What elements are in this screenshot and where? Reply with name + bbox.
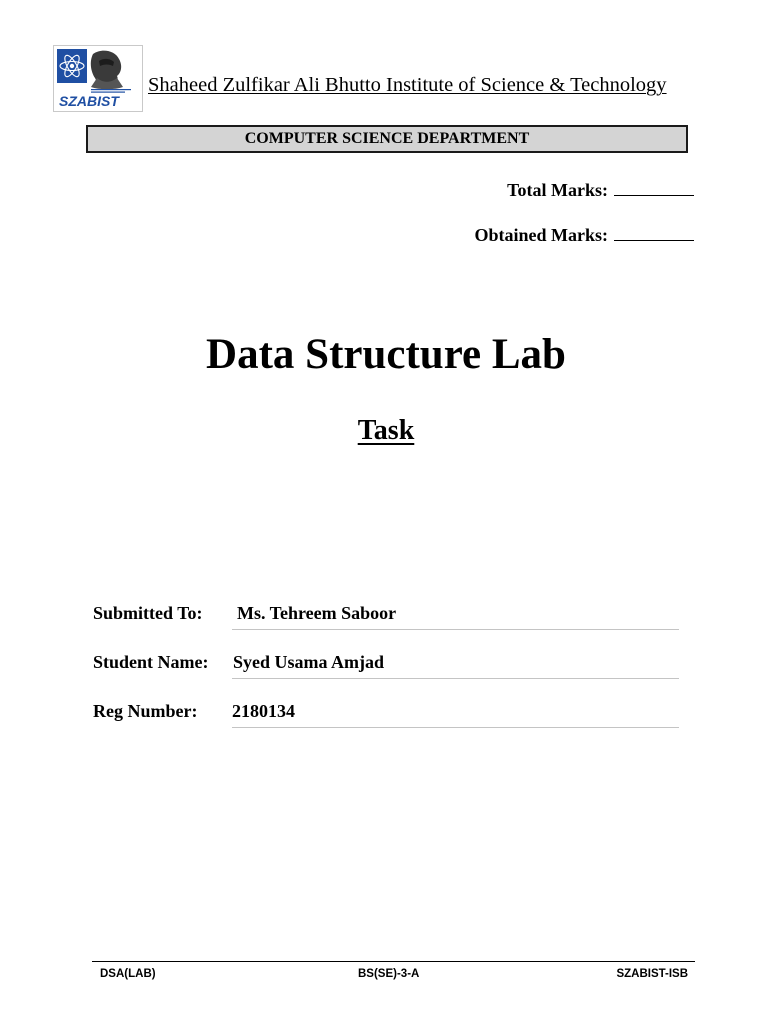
student-name-value: Syed Usama Amjad [233,652,385,672]
submitted-to-label: Submitted To: [93,603,203,623]
footer-class: BS(SE)-3-A [358,968,420,980]
department-banner: COMPUTER SCIENCE DEPARTMENT [86,125,688,153]
total-marks-label: Total Marks: [507,180,608,200]
student-name-underline [232,678,679,679]
obtained-marks-label: Obtained Marks: [474,225,608,245]
footer-campus: SZABIST-ISB [616,968,688,980]
szabist-logo [53,45,143,112]
reg-number-label: Reg Number: [93,701,198,721]
svg-text:SZABIST: SZABIST [59,93,119,109]
document-title: Data Structure Lab [206,331,566,378]
obtained-marks-row [474,225,694,246]
submitted-to-underline [232,629,679,630]
obtained-marks-blank [614,226,694,241]
institute-name: Shaheed Zulfikar Ali Bhutto Institute of Science & Technology [148,74,667,96]
student-name-label: Student Name: [93,652,209,672]
total-marks-blank [614,181,694,196]
reg-number-value: 2180134 [232,701,295,721]
reg-number-underline [232,727,679,728]
footer-divider [92,961,695,962]
footer-course: DSA(LAB) [100,968,156,980]
document-subtitle: Task [357,415,415,446]
submitted-to-value: Ms. Tehreem Saboor [237,603,397,623]
total-marks-row [507,180,694,201]
